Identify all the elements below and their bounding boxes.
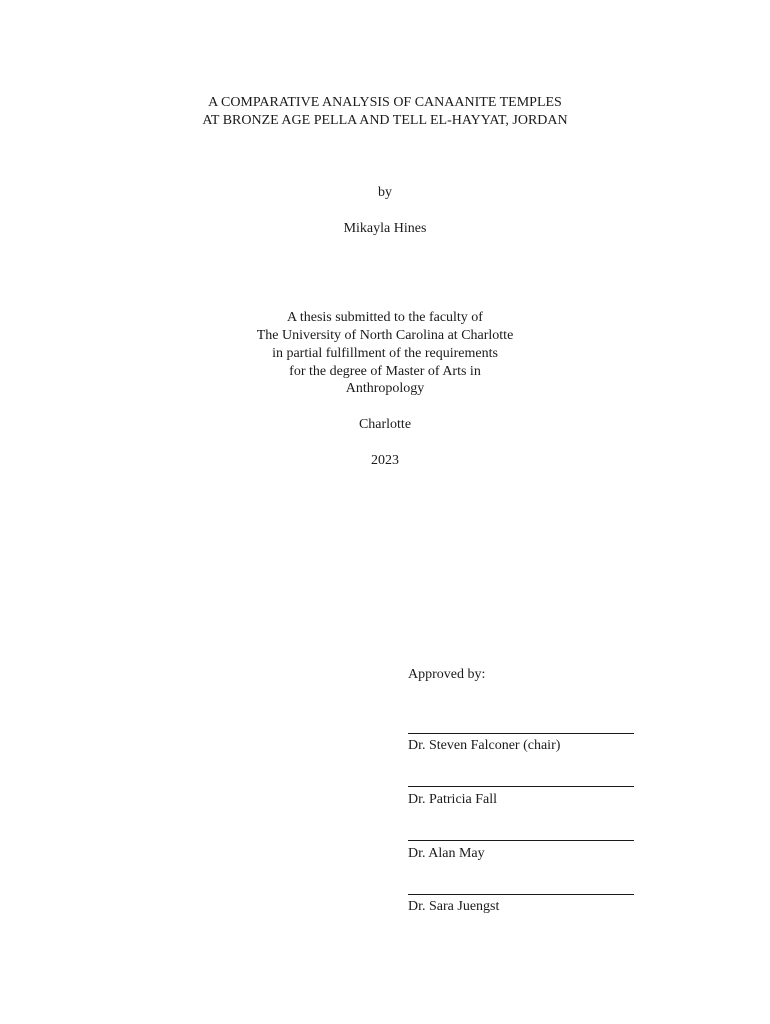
statement-line-2: The University of North Carolina at Charlotte (256, 328, 514, 343)
signature-line-1 (408, 733, 634, 734)
statement-line-5: Anthropology (345, 381, 425, 396)
statement-line-4: for the degree of Master of Arts in (289, 364, 481, 379)
title-line-1: A COMPARATIVE ANALYSIS OF CANAANITE TEMPLES (208, 95, 562, 110)
place: Charlotte (358, 417, 412, 432)
approved-by-label: Approved by: (408, 667, 486, 682)
signature-line-2 (408, 786, 634, 787)
committee-member-3: Dr. Alan May (408, 846, 485, 861)
signature-line-3 (408, 840, 634, 841)
signature-line-4 (408, 894, 634, 895)
author-name: Mikayla Hines (343, 221, 427, 236)
year: 2023 (371, 453, 399, 468)
committee-member-2: Dr. Patricia Fall (408, 792, 498, 807)
statement-line-1: A thesis submitted to the faculty of (287, 310, 483, 325)
committee-member-4: Dr. Sara Juengst (408, 899, 500, 914)
title-line-2: AT BRONZE AGE PELLA AND TELL EL-HAYYAT, JORDAN (202, 113, 568, 128)
by-label: by (378, 185, 392, 200)
committee-member-1: Dr. Steven Falconer (chair) (408, 738, 561, 753)
statement-line-3: in partial fulfillment of the requirements (272, 346, 498, 361)
